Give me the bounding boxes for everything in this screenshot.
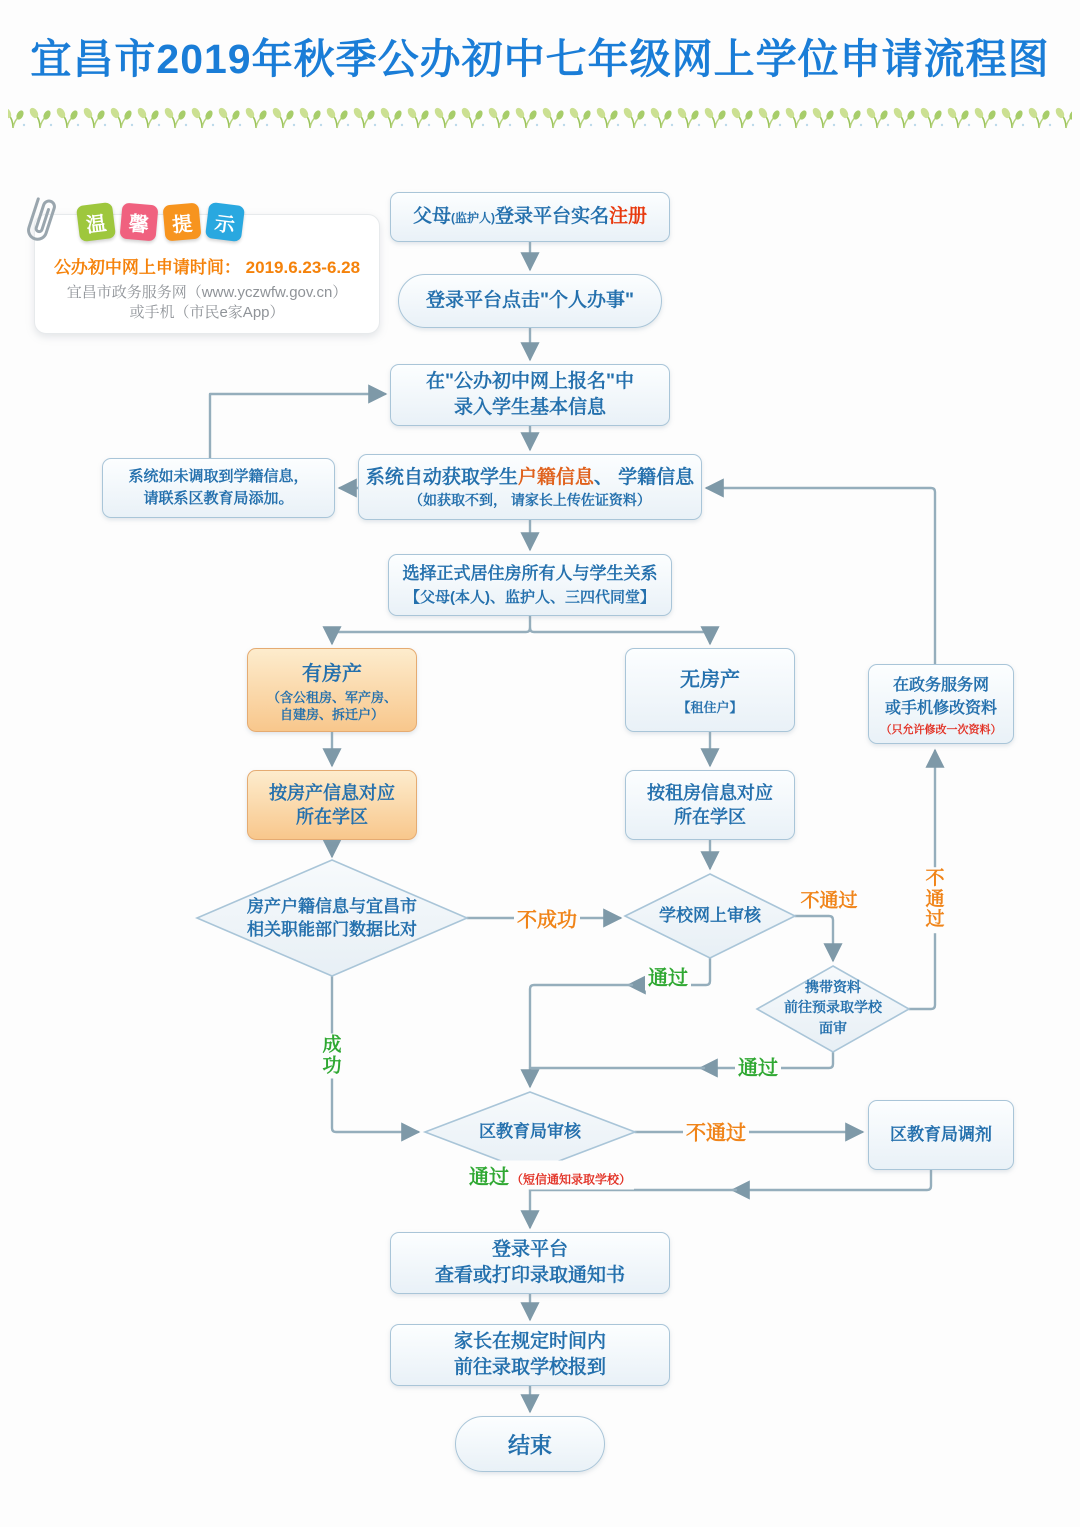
decision-compare-text [202, 896, 462, 942]
decision-district-review-text: 区教育局审核 [479, 1122, 581, 1141]
report-line2: 前往录取学校报到 [453, 1357, 606, 1378]
modify-line1: 在政务服务网 [892, 676, 989, 694]
node-by-rent-district [625, 770, 795, 840]
paperclip-icon [26, 197, 56, 241]
label-pass-district-text: 通过 [468, 1166, 509, 1189]
has-house-title: 有房产 [302, 662, 362, 685]
label-pass-school: 通过 [645, 962, 691, 991]
node-register-text [413, 204, 647, 230]
register-mid: 登录平台实名 [494, 206, 609, 228]
modify-line2: 或手机修改资料 [884, 699, 997, 717]
fetch-line1 [366, 465, 694, 491]
no-house-sub: 【租住户】 [677, 700, 743, 716]
compare-line1: 房产户籍信息与宜昌市 [247, 897, 417, 916]
node-no-house [625, 648, 795, 732]
fetch-line2: （如获取不到， 请家长上传佐证资料） [409, 491, 651, 508]
node-by-house-district [247, 770, 417, 840]
label-pass-district [466, 1161, 634, 1190]
node-modify-info [868, 664, 1014, 744]
node-register [390, 192, 670, 242]
decision-onsite-text [755, 977, 911, 1038]
node-report-school [390, 1324, 670, 1386]
tip-tile: 温 [76, 202, 116, 242]
choose-line1: 选择正式居住房所有人与学生关系 [402, 564, 658, 584]
register-small: (监护人) [450, 211, 495, 226]
node-fetch-info [358, 454, 702, 520]
tip-apply-time: 公办初中网上申请时间： 2019.6.23-6.28 [53, 257, 361, 277]
node-login-text: 登录平台点击"个人办事" [425, 290, 635, 312]
label-success: 成功 [321, 1033, 343, 1078]
report-line1: 家长在规定时间内 [453, 1331, 606, 1353]
tip-app: 或手机（市民e家App） [129, 303, 285, 321]
has-house-sub1: （含公租房、军产房、 [266, 689, 397, 705]
by-rent-line1: 按租房信息对应 [647, 782, 773, 803]
not-found-line1: 系统如未调取到学籍信息， [128, 468, 309, 486]
fetch-pre: 系统自动获取学生 [365, 467, 518, 489]
compare-line2: 相关职能部门数据比对 [247, 919, 417, 939]
onsite-line1: 携带资料 [805, 979, 861, 995]
onsite-line2: 前往预录取学校 [784, 999, 882, 1016]
not-found-line2: 请联系区教育局添加。 [143, 490, 294, 507]
node-login [398, 274, 662, 328]
enter-info-line2: 录入学生基本信息 [453, 397, 606, 418]
fetch-hukou: 户籍信息 [517, 467, 594, 489]
by-rent-line2: 所在学区 [674, 807, 746, 827]
print-line2: 查看或打印录取通知书 [434, 1265, 625, 1286]
tip-tile: 馨 [119, 202, 158, 241]
by-house-line1: 按房产信息对应 [269, 782, 395, 803]
enter-info-line1: 在"公办初中网上报名"中 [425, 371, 635, 393]
node-end: 结束 [455, 1416, 605, 1472]
page-title: 宜昌市2019年秋季公办初中七年级网上学位申请流程图 [30, 36, 1050, 82]
by-house-line2: 所在学区 [296, 807, 368, 827]
label-nopass-vertical: 不通过 [924, 867, 946, 933]
tip-tile: 提 [162, 202, 201, 241]
tip-website: 宜昌市政务服务网（www.yczwfw.gov.cn） [66, 283, 348, 301]
label-sms-note: （短信通知录取学校） [510, 1172, 632, 1187]
modify-note: （只允许修改一次资料） [880, 723, 1002, 736]
fetch-sep: 、 [593, 467, 619, 489]
no-house-title: 无房产 [680, 669, 740, 692]
label-nopass-school: 不通过 [797, 886, 860, 913]
node-print-notice [390, 1232, 670, 1294]
onsite-line3: 面审 [819, 1019, 847, 1036]
node-enter-info [390, 364, 670, 426]
label-pass-onsite: 通过 [735, 1052, 781, 1081]
node-not-found [102, 458, 335, 518]
label-fail: 不成功 [514, 904, 580, 933]
node-has-house [247, 648, 417, 732]
register-highlight: 注册 [609, 206, 648, 228]
label-nopass-district: 不通过 [683, 1117, 749, 1146]
has-house-sub2: 自建房、拆迁户） [279, 706, 384, 722]
node-district-adjust: 区教育局调剂 [868, 1100, 1014, 1170]
register-pre: 父母 [412, 206, 451, 228]
print-line1: 登录平台 [491, 1239, 568, 1261]
node-choose-relation [388, 554, 672, 616]
grass-border [8, 106, 1072, 132]
decision-school-review-text: 学校网上审核 [659, 906, 761, 925]
choose-line2: 【父母(本人)、监护人、三四代同堂】 [405, 588, 655, 606]
fetch-xueji: 学籍信息 [618, 467, 695, 489]
tip-tile: 示 [205, 202, 245, 242]
